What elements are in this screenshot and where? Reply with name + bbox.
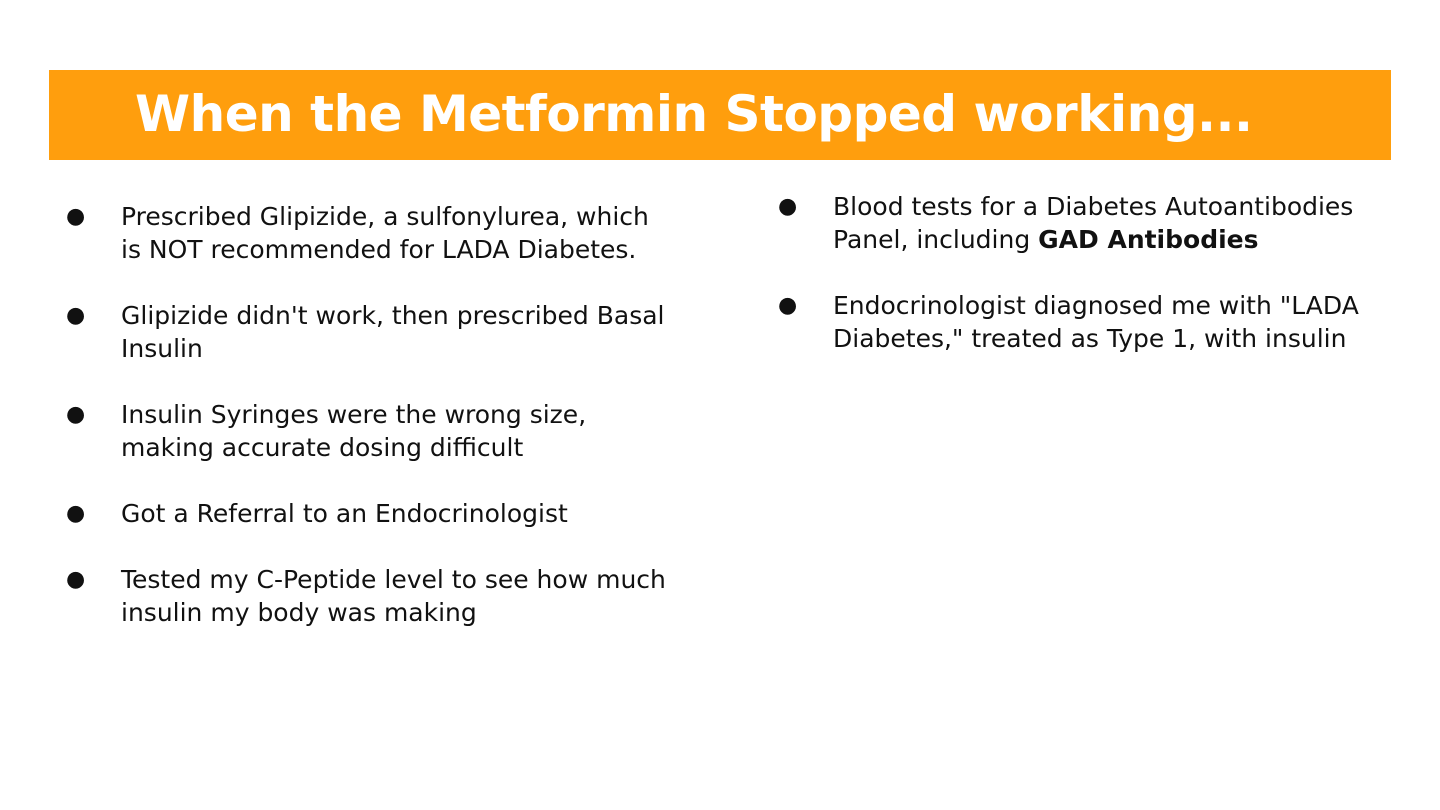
bullet-text: Tested my C-Peptide level to see how much insulin my body was making <box>121 565 666 627</box>
list-item <box>778 289 1398 355</box>
right-bullet-list <box>778 190 1398 388</box>
bullet-text-regular: Blood tests for a Diabetes Autoantibodies Panel, including <box>833 192 1354 254</box>
bullet-dot-icon: ● <box>778 194 798 219</box>
slide-title: When the Metformin Stopped working... <box>135 85 1253 143</box>
list-item <box>66 497 676 530</box>
bullet-text <box>833 192 1353 254</box>
bullet-text: Got a Referral to an Endocrinologist <box>121 499 568 528</box>
bullet-dot-icon: ● <box>66 303 86 328</box>
bullet-text: Prescribed Glipizide, a sulfonylurea, which is NOT recommended for LADA Diabetes. <box>121 202 649 264</box>
list-item <box>66 398 676 464</box>
bullet-dot-icon: ● <box>66 204 86 229</box>
bullet-dot-icon: ● <box>66 402 86 427</box>
list-item <box>66 563 676 629</box>
bullet-text: Insulin Syringes were the wrong size, making accurate dosing difficult <box>121 400 587 462</box>
list-item <box>66 299 676 365</box>
list-item <box>778 190 1398 256</box>
bullet-text: Glipizide didn't work, then prescribed Basal Insulin <box>121 301 665 363</box>
bullet-dot-icon: ● <box>66 567 86 592</box>
title-banner <box>49 70 1391 160</box>
bullet-dot-icon: ● <box>778 293 798 318</box>
bullet-text: Endocrinologist diagnosed me with "LADA Diabetes," treated as Type 1, with insulin <box>833 291 1359 353</box>
bullet-text-bold: GAD Antibodies <box>1038 225 1259 254</box>
list-item <box>66 200 676 266</box>
left-bullet-list <box>66 200 676 662</box>
bullet-dot-icon: ● <box>66 501 86 526</box>
